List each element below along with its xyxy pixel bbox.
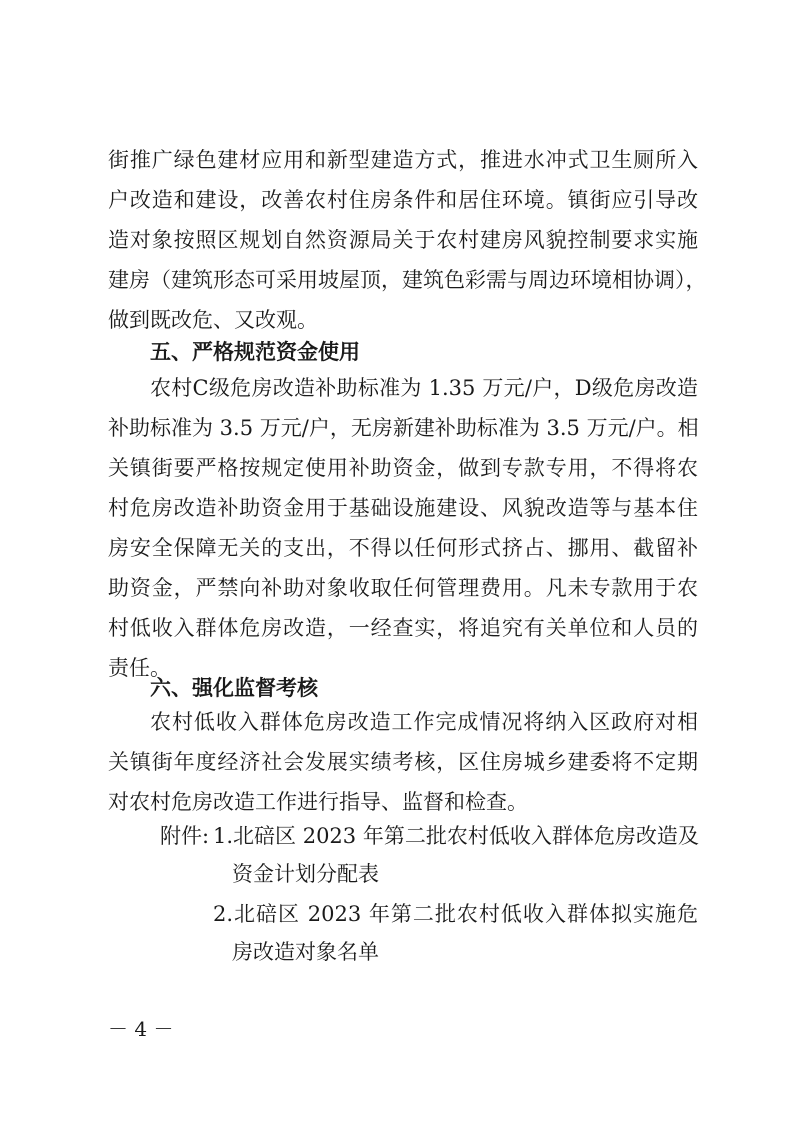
body-text-line: 补助标准为 3.5 万元/户，无房新建补助标准为 3.5 万元/户。相 — [108, 416, 699, 440]
body-text-line: 村低收入群体危房改造，一经查实，将追究有关单位和人员的 — [108, 616, 698, 640]
body-text-line: 户改造和建设，改善农村住房条件和居住环境。镇街应引导改 — [108, 188, 698, 212]
body-text-line: 对农村危房改造工作进行指导、监督和检查。 — [108, 790, 528, 814]
attachment-label: 附件: — [160, 824, 210, 848]
attachment-item-1-continued: 资金计划分配表 — [232, 862, 379, 886]
body-text-line: 关镇街年度经济社会发展实绩考核，区住房城乡建委将不定期 — [108, 750, 698, 774]
attachment-item-2-continued: 房改造对象名单 — [232, 940, 379, 964]
body-text-line: 街推广绿色建材应用和新型建造方式，推进水冲式卫生厕所入 — [108, 148, 698, 172]
section-heading-funds: 五、严格规范资金使用 — [150, 340, 360, 364]
body-text-line: 农村C级危房改造补助标准为 1.35 万元/户，D级危房改造 — [150, 376, 698, 400]
body-text-line: 房安全保障无关的支出，不得以任何形式挤占、挪用、截留补 — [108, 536, 698, 560]
page-number: － 4 － — [108, 1017, 174, 1041]
attachment-item-1: 1.北碚区 2023 年第二批农村低收入群体危房改造及 — [213, 824, 699, 848]
body-text-line: 责任。 — [108, 656, 171, 680]
body-text-line: 助资金，严禁向补助对象收取任何管理费用。凡未专款用于农 — [108, 576, 698, 600]
section-heading-supervision: 六、强化监督考核 — [150, 676, 318, 700]
body-text-line: 建房（建筑形态可采用坡屋顶，建筑色彩需与周边环境相协调）， — [108, 268, 707, 292]
body-text-line: 做到既改危、又改观。 — [108, 308, 318, 332]
body-text-line: 农村低收入群体危房改造工作完成情况将纳入区政府对相 — [150, 710, 698, 734]
body-text-line: 村危房改造补助资金用于基础设施建设、风貌改造等与基本住 — [108, 496, 698, 520]
body-text-line: 关镇街要严格按规定使用补助资金，做到专款专用，不得将农 — [108, 456, 698, 480]
attachment-item-2: 2.北碚区 2023 年第二批农村低收入群体拟实施危 — [213, 902, 698, 926]
body-text-line: 造对象按照区规划自然资源局关于农村建房风貌控制要求实施 — [108, 228, 698, 252]
